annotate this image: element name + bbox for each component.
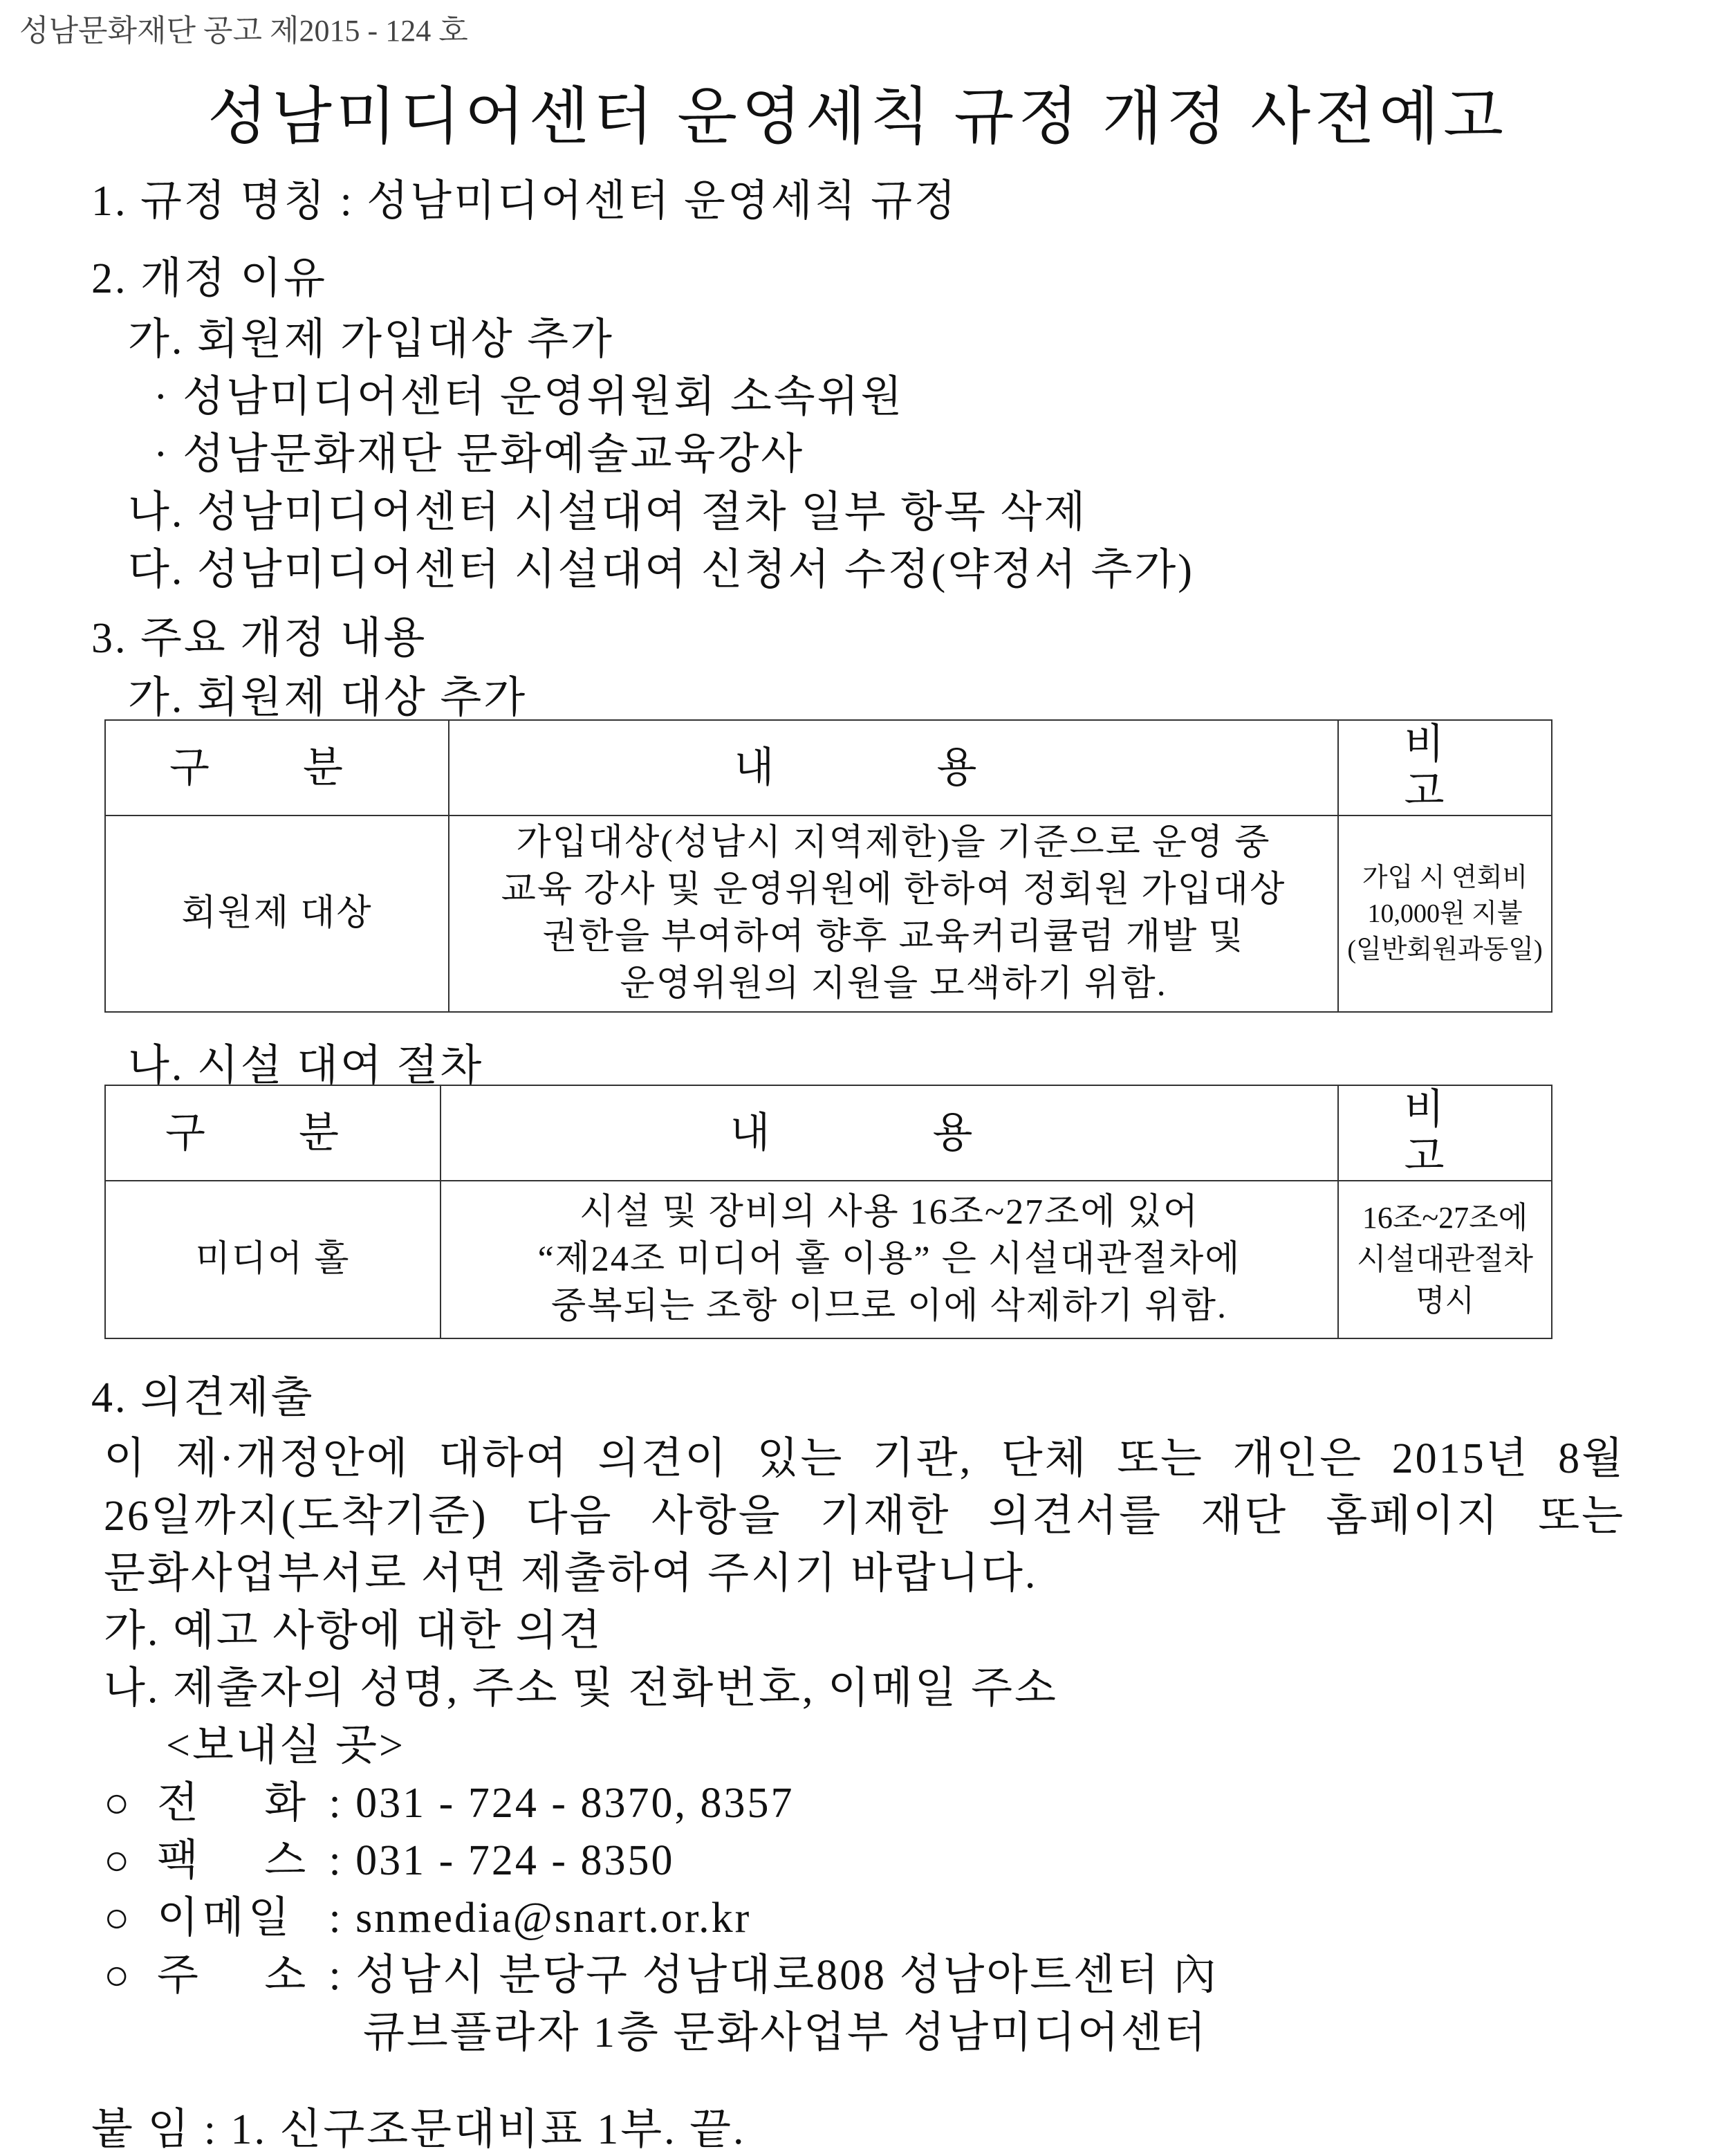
header-content: 내 용 xyxy=(441,1085,1338,1181)
table-membership xyxy=(104,719,1552,1013)
table-facility xyxy=(104,1085,1552,1339)
content-line: 가입대상(성남시 지역제한)을 기준으로 운영 중 xyxy=(516,823,1271,863)
bullet-icon: ○ xyxy=(104,1837,132,1884)
table-row xyxy=(105,816,1552,1012)
contact-phone xyxy=(104,1768,794,1830)
section4-item-a: 가. 예고 사항에 대한 의견 xyxy=(104,1607,603,1655)
table-header-row xyxy=(105,1085,1552,1181)
row-content xyxy=(449,816,1338,1012)
section2-item-c: 다. 성남미디어센터 시설대여 신청서 수정(약정서 추가) xyxy=(128,546,1194,593)
content-line: 운영위원의 지원을 모색하기 위함. xyxy=(620,964,1167,1004)
section4-heading: 4. 의견제출 xyxy=(91,1374,315,1421)
section3-heading: 3. 주요 개정 내용 xyxy=(91,615,427,662)
contact-value: : snmedia@snart.or.kr xyxy=(328,1895,752,1942)
section2-heading: 2. 개정 이유 xyxy=(91,255,328,302)
section4-paragraph-line1: 이 제·개정안에 대하여 의견이 있는 기관, 단체 또는 개인은 2015년 8월 xyxy=(104,1435,1625,1482)
bullet-icon: ○ xyxy=(104,1895,132,1942)
content-line: 권한을 부여하여 향후 교육커리큘럼 개발 및 xyxy=(542,917,1245,957)
document-title: 성남미디어센터 운영세칙 규정 개정 사전예고 xyxy=(207,83,1508,151)
section1-heading: 1. 규정 명칭 : 성남미디어센터 운영세칙 규정 xyxy=(91,178,958,225)
content-line: 시설 및 장비의 사용 16조~27조에 있어 xyxy=(579,1192,1200,1232)
section4-paragraph-line2: 26일까지(도착기준) 다음 사항을 기재한 의견서를 재단 홈페이지 또는 xyxy=(104,1493,1625,1540)
row-category: 미디어 홀 xyxy=(105,1181,441,1338)
contact-label: 전 화 xyxy=(156,1780,334,1827)
note-line: 16조~27조에 xyxy=(1362,1201,1528,1235)
section4-item-b: 나. 제출자의 성명, 주소 및 전화번호, 이메일 주소 xyxy=(104,1665,1058,1712)
note-line: (일반회원과동일) xyxy=(1347,935,1543,964)
note-line: 명시 xyxy=(1415,1284,1474,1318)
header-category: 구 분 xyxy=(105,720,449,816)
header-content: 내 용 xyxy=(449,720,1338,816)
contact-value: : 성남시 분당구 성남대로808 성남아트센터 內 xyxy=(328,1952,1218,1999)
row-content xyxy=(441,1181,1338,1338)
contact-value: : 031 - 724 - 8370, 8357 xyxy=(328,1780,795,1827)
section3-sub-a: 가. 회원제 대상 추가 xyxy=(128,674,528,721)
attachment-line: 붙 임 : 1. 신구조문대비표 1부. 끝. xyxy=(91,2106,746,2153)
content-line: 교육 강사 및 운영위원에 한하여 정회원 가입대상 xyxy=(501,870,1286,910)
header-note: 비 고 xyxy=(1338,720,1552,816)
content-line: “제24조 미디어 홀 이용” 은 시설대관절차에 xyxy=(537,1240,1241,1279)
contact-fax xyxy=(104,1825,674,1887)
bullet-icon: ○ xyxy=(104,1952,132,1999)
contact-label: 주 소 xyxy=(156,1952,334,1999)
row-note xyxy=(1338,816,1552,1012)
address-line2: 큐브플라자 1층 문화사업부 성남미디어센터 xyxy=(363,2009,1208,2056)
contact-address xyxy=(104,1940,1218,2002)
note-line: 시설대관절차 xyxy=(1356,1242,1534,1276)
note-line: 가입 시 연회비 xyxy=(1362,863,1528,892)
note-line: 10,000원 지불 xyxy=(1367,899,1523,928)
section2-item-a: 가. 회원제 가입대상 추가 xyxy=(128,316,614,363)
bullet-icon: ○ xyxy=(104,1780,132,1827)
content-line: 중복되는 조항 이므로 이에 삭제하기 위함. xyxy=(551,1287,1227,1326)
section4-paragraph-line3: 문화사업부서로 서면 제출하여 주시기 바랍니다. xyxy=(104,1550,1038,1597)
header-note: 비 고 xyxy=(1338,1085,1552,1181)
table-row xyxy=(105,1181,1552,1338)
send-to-label: <보내실 곳> xyxy=(166,1722,405,1769)
section2-item-b: 나. 성남미디어센터 시설대여 절차 일부 항목 삭제 xyxy=(128,489,1088,536)
table-header-row xyxy=(105,720,1552,816)
contact-label: 이메일 xyxy=(156,1895,294,1942)
section2-bullet-1: · 성남미디어센터 운영위원회 소속위원 xyxy=(154,374,905,421)
contact-label: 팩 스 xyxy=(156,1837,334,1884)
section2-bullet-2: · 성남문화재단 문화예술교육강사 xyxy=(154,431,805,478)
contact-value: : 031 - 724 - 8350 xyxy=(328,1837,675,1884)
contact-email xyxy=(104,1883,751,1944)
row-note xyxy=(1338,1181,1552,1338)
header-category: 구 분 xyxy=(105,1085,441,1181)
row-category: 회원제 대상 xyxy=(105,816,449,1012)
section3-sub-b: 나. 시설 대여 절차 xyxy=(128,1042,484,1089)
notice-number: 성남문화재단 공고 제2015 - 124 호 xyxy=(19,14,468,48)
